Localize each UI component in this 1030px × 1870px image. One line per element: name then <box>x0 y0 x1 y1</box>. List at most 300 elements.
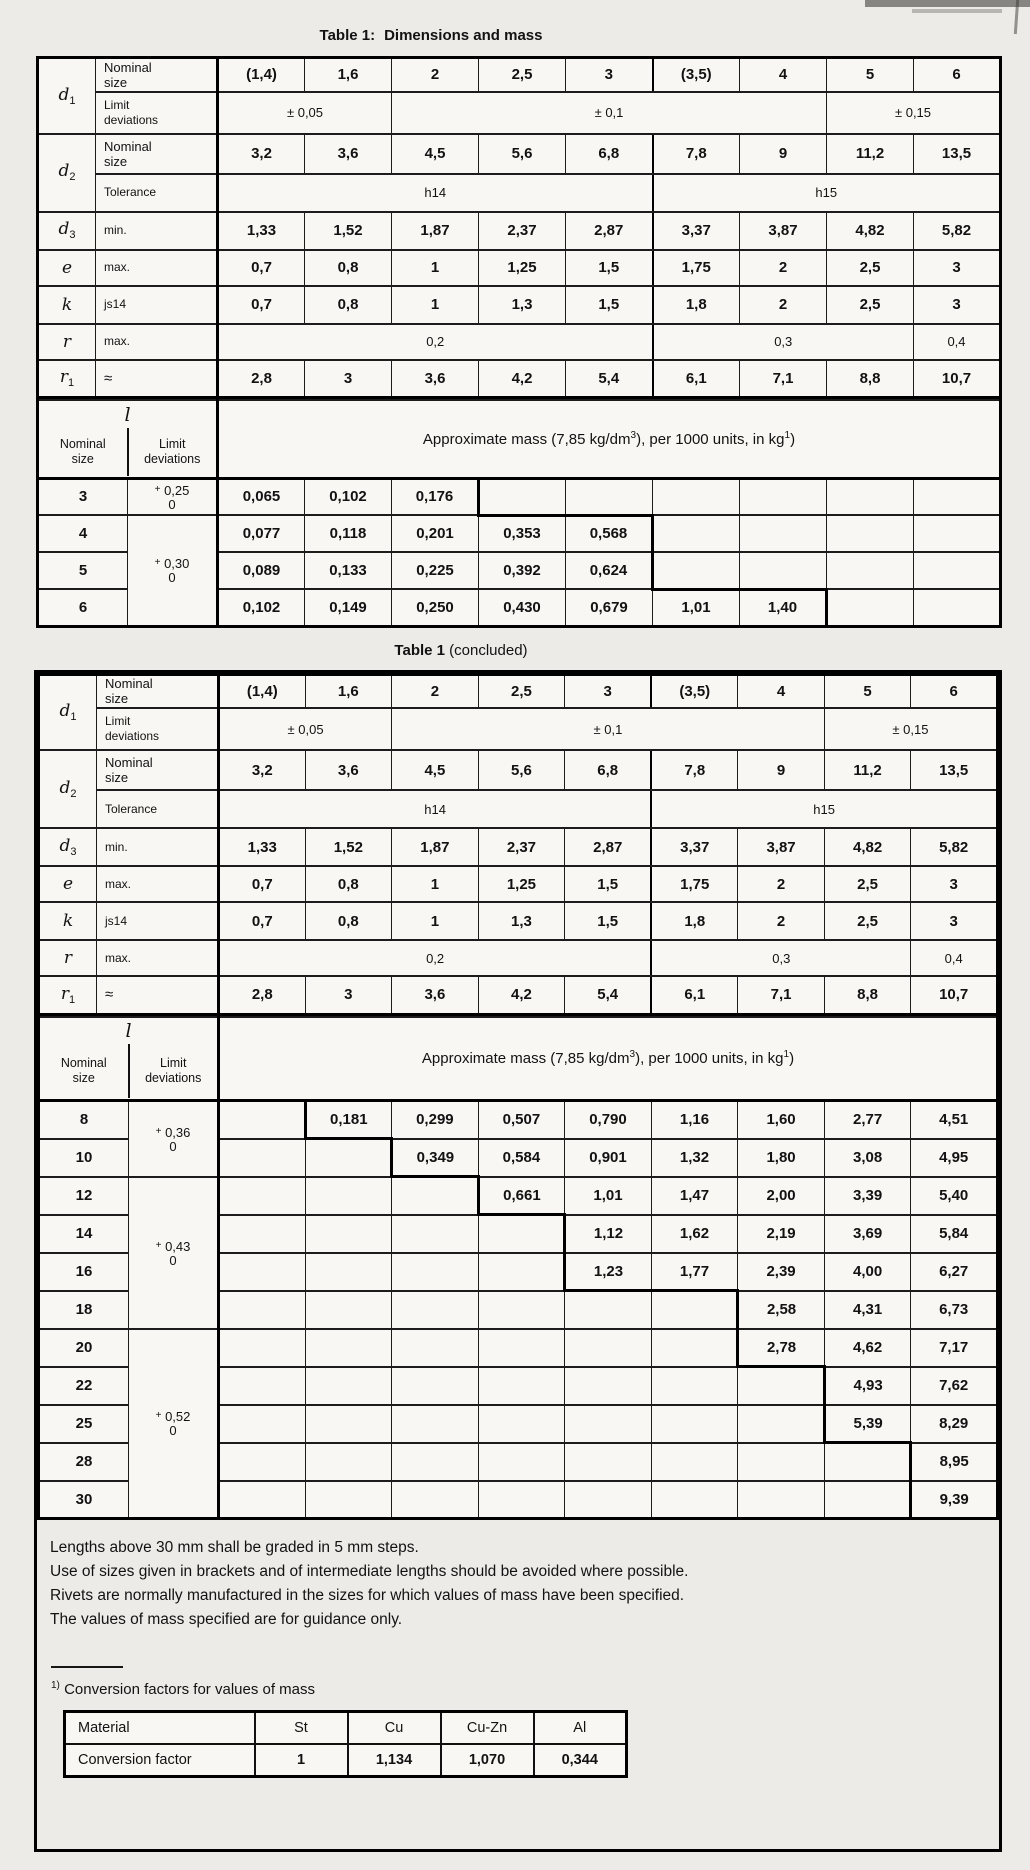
nominal-length-value: 30 <box>39 1481 129 1519</box>
dims-value-cell: 1,25 <box>479 250 566 286</box>
mass-value-cell: 4,31 <box>824 1291 911 1329</box>
dimension-symbol: e <box>38 250 96 286</box>
dims-value-cell: 9 <box>740 134 827 174</box>
mass-value-cell <box>478 1291 565 1329</box>
mass-value-cell <box>914 515 1001 552</box>
mass-value-cell <box>305 1253 392 1291</box>
mass-value-cell: 1,60 <box>738 1101 825 1139</box>
mass-value-cell: 1,62 <box>651 1215 738 1253</box>
dims-span-cell: 0,4 <box>914 324 1001 360</box>
length-symbol: l <box>124 403 131 426</box>
mass-value-cell: 7,62 <box>911 1367 998 1405</box>
length-header <box>38 400 218 478</box>
mass-value-cell: 6,27 <box>911 1253 998 1291</box>
nominal-length-value: 8 <box>39 1101 129 1139</box>
mass-value-cell <box>305 1291 392 1329</box>
mass-value-cell <box>219 1329 306 1367</box>
dims-value-cell: 0,7 <box>218 286 305 324</box>
nominal-length-value: 16 <box>39 1253 129 1291</box>
mass-value-cell <box>305 1329 392 1367</box>
mass-value-cell: 0,181 <box>305 1101 392 1139</box>
dims-value-cell: 3 <box>911 866 998 902</box>
footnote-marker: 1) <box>51 1680 60 1691</box>
dimension-symbol: $d_1$ <box>38 58 96 134</box>
dims-value-cell: 10,7 <box>914 360 1001 398</box>
dims-value-cell: 4 <box>740 58 827 92</box>
mass-value-cell: 6,73 <box>911 1291 998 1329</box>
note-line: Lengths above 30 mm shall be graded in 5 mm steps. <box>50 1539 419 1556</box>
dims-span-cell: 0,3 <box>653 324 914 360</box>
mass-value-cell: 1,23 <box>565 1253 652 1291</box>
conversion-header-cell: St <box>255 1712 348 1745</box>
dims-value-cell: 1,8 <box>651 902 738 940</box>
mass-value-cell <box>219 1367 306 1405</box>
dims-value-cell: 2,87 <box>565 828 652 866</box>
mass-value-cell <box>478 1253 565 1291</box>
mass-value-cell <box>565 1481 652 1519</box>
nominal-length-value: 28 <box>39 1443 129 1481</box>
mass-value-cell <box>740 552 827 589</box>
mass-value-cell: 4,00 <box>824 1253 911 1291</box>
dims-value-cell: 3,37 <box>653 212 740 250</box>
mass-value-cell <box>566 478 653 515</box>
scan-artifact <box>865 0 1030 7</box>
dims-value-cell: (1,4) <box>219 674 306 708</box>
dims-value-cell: 6,1 <box>651 976 738 1014</box>
dimension-symbol: $d_2$ <box>38 134 96 212</box>
dims-value-cell: 5 <box>824 674 911 708</box>
dimension-symbol: $d_2$ <box>39 750 97 828</box>
dims-value-cell: 3,6 <box>392 360 479 398</box>
limit-deviation-value: + 0,36 0 <box>129 1101 219 1177</box>
dims-value-cell: 1 <box>392 286 479 324</box>
dims-value-cell: 3,2 <box>219 750 306 790</box>
nominal-length-value: 20 <box>39 1329 129 1367</box>
dims-value-cell: 1,3 <box>479 286 566 324</box>
conversion-value-cell: 1 <box>255 1744 348 1777</box>
dims-value-cell: 1,52 <box>305 212 392 250</box>
dimension-symbol: $d_3$ <box>38 212 96 250</box>
mass-value-cell <box>651 1329 738 1367</box>
mass-value-cell: 0,392 <box>479 552 566 589</box>
dims-value-cell: 2,8 <box>218 360 305 398</box>
dims-value-cell: 1,33 <box>219 828 306 866</box>
table1-title <box>0 26 914 46</box>
conversion-header-cell: Cu-Zn <box>441 1712 534 1745</box>
row-label: max. <box>96 324 218 360</box>
conversion-value-cell: 1,070 <box>441 1744 534 1777</box>
mass-value-cell <box>305 1177 392 1215</box>
approximate-mass-header: Approximate mass (7,85 $kg/dm^3$), per 1000 units, in $kg^1$) <box>219 1017 998 1101</box>
mass-value-cell <box>651 1481 738 1519</box>
limit-deviation-value: + 0,30 0 <box>128 515 218 626</box>
mass-value-cell <box>827 515 914 552</box>
mass-value-cell: 0,102 <box>218 589 305 626</box>
dimension-symbol: $d_3$ <box>39 828 97 866</box>
mass-value-cell <box>219 1253 306 1291</box>
dims-value-cell: 6 <box>914 58 1001 92</box>
mass-value-cell: 0,507 <box>478 1101 565 1139</box>
mass-value-cell <box>827 552 914 589</box>
conversion-value-cell: Conversion factor <box>65 1744 255 1777</box>
dims-span-cell: ± 0,05 <box>218 92 392 134</box>
mass-value-cell: 1,40 <box>740 589 827 626</box>
dims-span-cell: 0,4 <box>911 940 998 976</box>
dims-value-cell: 7,8 <box>651 750 738 790</box>
mass-value-cell <box>305 1139 392 1177</box>
mass-value-cell <box>738 1367 825 1405</box>
conversion-header-cell: Al <box>534 1712 627 1745</box>
dims-value-cell: 8,8 <box>824 976 911 1014</box>
mass-value-cell: 0,568 <box>566 515 653 552</box>
conversion-value-cell: 1,134 <box>348 1744 441 1777</box>
notes-block <box>37 1520 999 1632</box>
mass-value-cell: 3,69 <box>824 1215 911 1253</box>
mass-value-cell <box>392 1481 479 1519</box>
mass-value-cell <box>651 1291 738 1329</box>
dims-span-cell: h15 <box>653 174 1001 212</box>
nominal-length-value: 22 <box>39 1367 129 1405</box>
mass-value-cell: 0,077 <box>218 515 305 552</box>
mass-value-cell <box>305 1215 392 1253</box>
dims-value-cell: 8,8 <box>827 360 914 398</box>
mass-value-cell <box>392 1291 479 1329</box>
dims-value-cell: 4,2 <box>478 976 565 1014</box>
mass-value-cell: 0,118 <box>305 515 392 552</box>
dimension-symbol: e <box>39 866 97 902</box>
mass-value-cell <box>219 1443 306 1481</box>
mass-value-cell <box>392 1329 479 1367</box>
dims-value-cell: (3,5) <box>653 58 740 92</box>
mass-value-cell <box>738 1481 825 1519</box>
conversion-factors-table <box>63 1710 628 1778</box>
dims-value-cell: 3 <box>566 58 653 92</box>
dims-value-cell: 2 <box>738 866 825 902</box>
dims-value-cell: 3,6 <box>305 134 392 174</box>
dims-value-cell: 5,82 <box>914 212 1001 250</box>
mass-value-cell <box>478 1367 565 1405</box>
dims-value-cell: 2 <box>392 674 479 708</box>
mass-value-cell <box>219 1481 306 1519</box>
mass-value-cell <box>914 478 1001 515</box>
dims-value-cell: 1,5 <box>565 902 652 940</box>
mass-value-cell <box>565 1405 652 1443</box>
mass-value-cell: 9,39 <box>911 1481 998 1519</box>
mass-value-cell: 4,51 <box>911 1101 998 1139</box>
footnote-text: Conversion factors for values of mass <box>64 1681 316 1698</box>
dimension-symbol: r <box>39 940 97 976</box>
dims-value-cell: 2 <box>740 286 827 324</box>
mass-value-cell <box>219 1139 306 1177</box>
row-label: js14 <box>97 902 219 940</box>
dims-value-cell: 2 <box>738 902 825 940</box>
mass-value-cell <box>219 1291 306 1329</box>
row-label: ≈ <box>97 976 219 1014</box>
dims-value-cell: 2,5 <box>824 866 911 902</box>
dims-span-cell: ± 0,05 <box>219 708 392 750</box>
dims-span-cell: h15 <box>651 790 997 828</box>
length-header <box>39 1017 219 1101</box>
limit-deviation-value: + 0,52 0 <box>129 1329 219 1519</box>
mass-value-cell: 0,089 <box>218 552 305 589</box>
dims-value-cell: 2,5 <box>827 286 914 324</box>
dims-value-cell: (1,4) <box>218 58 305 92</box>
mass-value-cell: 8,95 <box>911 1443 998 1481</box>
table2-title-text: (concluded) <box>449 641 528 659</box>
footnote-caption <box>37 1680 999 1698</box>
approximate-mass-header: Approximate mass (7,85 $kg/dm^3$), per 1000 units, in $kg^1$) <box>218 400 1001 478</box>
dims-value-cell: 2,5 <box>827 250 914 286</box>
dims-value-cell: 9 <box>738 750 825 790</box>
dims-value-cell: 1 <box>392 866 479 902</box>
mass-value-cell: 0,176 <box>392 478 479 515</box>
dims-value-cell: 6,8 <box>565 750 652 790</box>
mass-value-cell <box>305 1481 392 1519</box>
mass-value-cell <box>479 478 566 515</box>
mass-value-cell <box>478 1443 565 1481</box>
dimension-symbol: k <box>38 286 96 324</box>
row-label: Limit deviations <box>97 708 219 750</box>
dims-value-cell: 3 <box>914 286 1001 324</box>
dims-value-cell: 0,8 <box>305 866 392 902</box>
dims-value-cell: 0,8 <box>305 902 392 940</box>
dims-value-cell: 0,7 <box>218 250 305 286</box>
mass-value-cell: 1,32 <box>651 1139 738 1177</box>
table1-dimensions-grid <box>36 56 1002 399</box>
mass-value-cell: 0,299 <box>392 1101 479 1139</box>
mass-value-cell: 4,62 <box>824 1329 911 1367</box>
table2-dimensions-grid <box>37 673 999 1016</box>
mass-value-cell: 5,39 <box>824 1405 911 1443</box>
mass-value-cell: 3,08 <box>824 1139 911 1177</box>
dims-value-cell: 4,5 <box>392 134 479 174</box>
dims-value-cell: 3 <box>911 902 998 940</box>
dims-value-cell: 2,37 <box>478 828 565 866</box>
dims-span-cell: h14 <box>219 790 652 828</box>
dims-value-cell: (3,5) <box>651 674 738 708</box>
length-symbol: l <box>125 1020 132 1043</box>
nominal-length-value: 3 <box>38 478 128 515</box>
table1 <box>36 56 1002 628</box>
dims-value-cell: 2,5 <box>478 674 565 708</box>
dims-value-cell: 2,5 <box>479 58 566 92</box>
scan-artifact <box>912 9 1002 13</box>
mass-value-cell <box>653 478 740 515</box>
dims-span-cell: 0,2 <box>219 940 652 976</box>
dims-value-cell: 1,5 <box>565 866 652 902</box>
mass-value-cell <box>565 1291 652 1329</box>
mass-value-cell <box>827 478 914 515</box>
dims-value-cell: 10,7 <box>911 976 998 1014</box>
table2-title <box>0 641 944 661</box>
nominal-length-value: 12 <box>39 1177 129 1215</box>
conversion-value-cell: 0,344 <box>534 1744 627 1777</box>
mass-value-cell <box>219 1405 306 1443</box>
mass-value-cell <box>824 1443 911 1481</box>
mass-value-cell: 0,624 <box>566 552 653 589</box>
dims-value-cell: 6 <box>911 674 998 708</box>
mass-value-cell <box>392 1443 479 1481</box>
table2-mass-grid <box>37 1016 999 1521</box>
mass-value-cell: 2,19 <box>738 1215 825 1253</box>
nominal-length-value: 10 <box>39 1139 129 1177</box>
dimension-symbol: $r_1$ <box>39 976 97 1014</box>
row-label: max. <box>97 940 219 976</box>
mass-value-cell <box>651 1367 738 1405</box>
mass-value-cell <box>392 1177 479 1215</box>
mass-value-cell <box>738 1405 825 1443</box>
dims-value-cell: 1,25 <box>478 866 565 902</box>
dims-value-cell: 1,75 <box>651 866 738 902</box>
mass-value-cell <box>824 1481 911 1519</box>
mass-value-cell <box>651 1443 738 1481</box>
nominal-length-value: 18 <box>39 1291 129 1329</box>
limit-deviations-label: Limit deviations <box>127 428 217 476</box>
dims-value-cell: 2,37 <box>479 212 566 250</box>
note-line: The values of mass specified are for guidance only. <box>50 1611 403 1628</box>
dims-value-cell: 4,82 <box>827 212 914 250</box>
limit-deviation-value: + 0,43 0 <box>129 1177 219 1329</box>
mass-value-cell <box>305 1405 392 1443</box>
conversion-header-cell: Cu <box>348 1712 441 1745</box>
mass-value-cell: 2,58 <box>738 1291 825 1329</box>
dims-value-cell: 1,6 <box>305 674 392 708</box>
table1-mass-grid <box>36 399 1002 628</box>
note-line: Rivets are normally manufactured in the sizes for which values of mass have been specified. <box>50 1587 685 1604</box>
dims-value-cell: 4,5 <box>392 750 479 790</box>
mass-value-cell: 1,01 <box>565 1177 652 1215</box>
dims-value-cell: 1 <box>392 250 479 286</box>
dims-value-cell: 11,2 <box>827 134 914 174</box>
dimension-symbol: $r_1$ <box>38 360 96 398</box>
mass-value-cell <box>651 1405 738 1443</box>
dims-value-cell: 2,87 <box>566 212 653 250</box>
mass-value-cell <box>392 1367 479 1405</box>
mass-value-cell: 0,201 <box>392 515 479 552</box>
dims-span-cell: ± 0,1 <box>392 92 827 134</box>
dims-value-cell: 13,5 <box>914 134 1001 174</box>
dimension-symbol: $d_1$ <box>39 674 97 750</box>
mass-value-cell: 5,40 <box>911 1177 998 1215</box>
dims-value-cell: 2 <box>740 250 827 286</box>
dims-value-cell: 7,1 <box>740 360 827 398</box>
dims-span-cell: ± 0,1 <box>392 708 825 750</box>
dims-value-cell: 3,6 <box>305 750 392 790</box>
mass-value-cell: 1,47 <box>651 1177 738 1215</box>
dims-value-cell: 13,5 <box>911 750 998 790</box>
mass-value-cell <box>478 1329 565 1367</box>
nominal-length-value: 25 <box>39 1405 129 1443</box>
mass-value-cell <box>219 1215 306 1253</box>
mass-value-cell <box>392 1215 479 1253</box>
dims-value-cell: 4 <box>738 674 825 708</box>
dims-value-cell: 3 <box>914 250 1001 286</box>
nominal-size-label: Nominal size <box>60 1056 107 1086</box>
conversion-header-cell: Material <box>65 1712 255 1745</box>
dims-value-cell: 5 <box>827 58 914 92</box>
mass-value-cell: 0,679 <box>566 589 653 626</box>
mass-value-cell: 4,93 <box>824 1367 911 1405</box>
dims-value-cell: 11,2 <box>824 750 911 790</box>
mass-value-cell <box>565 1367 652 1405</box>
mass-value-cell: 5,84 <box>911 1215 998 1253</box>
mass-value-cell: 0,102 <box>305 478 392 515</box>
dims-value-cell: 0,8 <box>305 250 392 286</box>
mass-value-cell: 1,12 <box>565 1215 652 1253</box>
nominal-size-label: Nominal size <box>59 436 106 466</box>
dims-value-cell: 3,87 <box>738 828 825 866</box>
row-label: Tolerance <box>97 790 219 828</box>
mass-value-cell: 2,39 <box>738 1253 825 1291</box>
mass-value-cell <box>738 1443 825 1481</box>
dims-value-cell: 3,87 <box>740 212 827 250</box>
mass-value-cell <box>478 1405 565 1443</box>
dims-value-cell: 1 <box>392 902 479 940</box>
row-label: Nominal size <box>96 58 218 92</box>
nominal-length-value: 5 <box>38 552 128 589</box>
table2-frame <box>34 670 1002 1852</box>
mass-value-cell: 1,77 <box>651 1253 738 1291</box>
row-label: js14 <box>96 286 218 324</box>
dimension-symbol: k <box>39 902 97 940</box>
mass-value-cell <box>740 478 827 515</box>
dims-value-cell: 1,6 <box>305 58 392 92</box>
limit-deviation-value: + 0,25 0 <box>128 478 218 515</box>
row-label: Nominal size <box>97 750 219 790</box>
mass-value-cell: 1,01 <box>653 589 740 626</box>
mass-value-cell <box>219 1177 306 1215</box>
dims-value-cell: 3 <box>565 674 652 708</box>
dims-value-cell: 0,7 <box>219 902 306 940</box>
row-label: Tolerance <box>96 174 218 212</box>
dims-value-cell: 3,2 <box>218 134 305 174</box>
mass-value-cell <box>914 552 1001 589</box>
mass-value-cell <box>653 515 740 552</box>
dims-value-cell: 2,5 <box>824 902 911 940</box>
mass-value-cell: 2,00 <box>738 1177 825 1215</box>
mass-value-cell: 0,065 <box>218 478 305 515</box>
dims-value-cell: 5,82 <box>911 828 998 866</box>
dims-value-cell: 6,8 <box>566 134 653 174</box>
mass-value-cell: 0,353 <box>479 515 566 552</box>
mass-value-cell: 8,29 <box>911 1405 998 1443</box>
dims-span-cell: 0,3 <box>651 940 911 976</box>
mass-value-cell <box>392 1253 479 1291</box>
dims-value-cell: 7,1 <box>738 976 825 1014</box>
nominal-length-value: 4 <box>38 515 128 552</box>
dims-value-cell: 0,8 <box>305 286 392 324</box>
mass-value-cell: 0,133 <box>305 552 392 589</box>
mass-value-cell: 0,790 <box>565 1101 652 1139</box>
mass-value-cell <box>565 1443 652 1481</box>
dims-value-cell: 5,6 <box>478 750 565 790</box>
dims-value-cell: 1,33 <box>218 212 305 250</box>
mass-value-cell: 0,584 <box>478 1139 565 1177</box>
dims-value-cell: 3,6 <box>392 976 479 1014</box>
mass-value-cell: 0,661 <box>478 1177 565 1215</box>
mass-value-cell: 1,16 <box>651 1101 738 1139</box>
mass-value-cell <box>827 589 914 626</box>
mass-value-cell: 0,901 <box>565 1139 652 1177</box>
mass-value-cell <box>653 552 740 589</box>
dims-value-cell: 3,37 <box>651 828 738 866</box>
mass-value-cell <box>219 1101 306 1139</box>
mass-value-cell: 0,250 <box>392 589 479 626</box>
nominal-length-value: 6 <box>38 589 128 626</box>
dims-value-cell: 1,87 <box>392 828 479 866</box>
dims-span-cell: 0,2 <box>218 324 653 360</box>
table2-title-label: Table 1 <box>394 641 445 659</box>
